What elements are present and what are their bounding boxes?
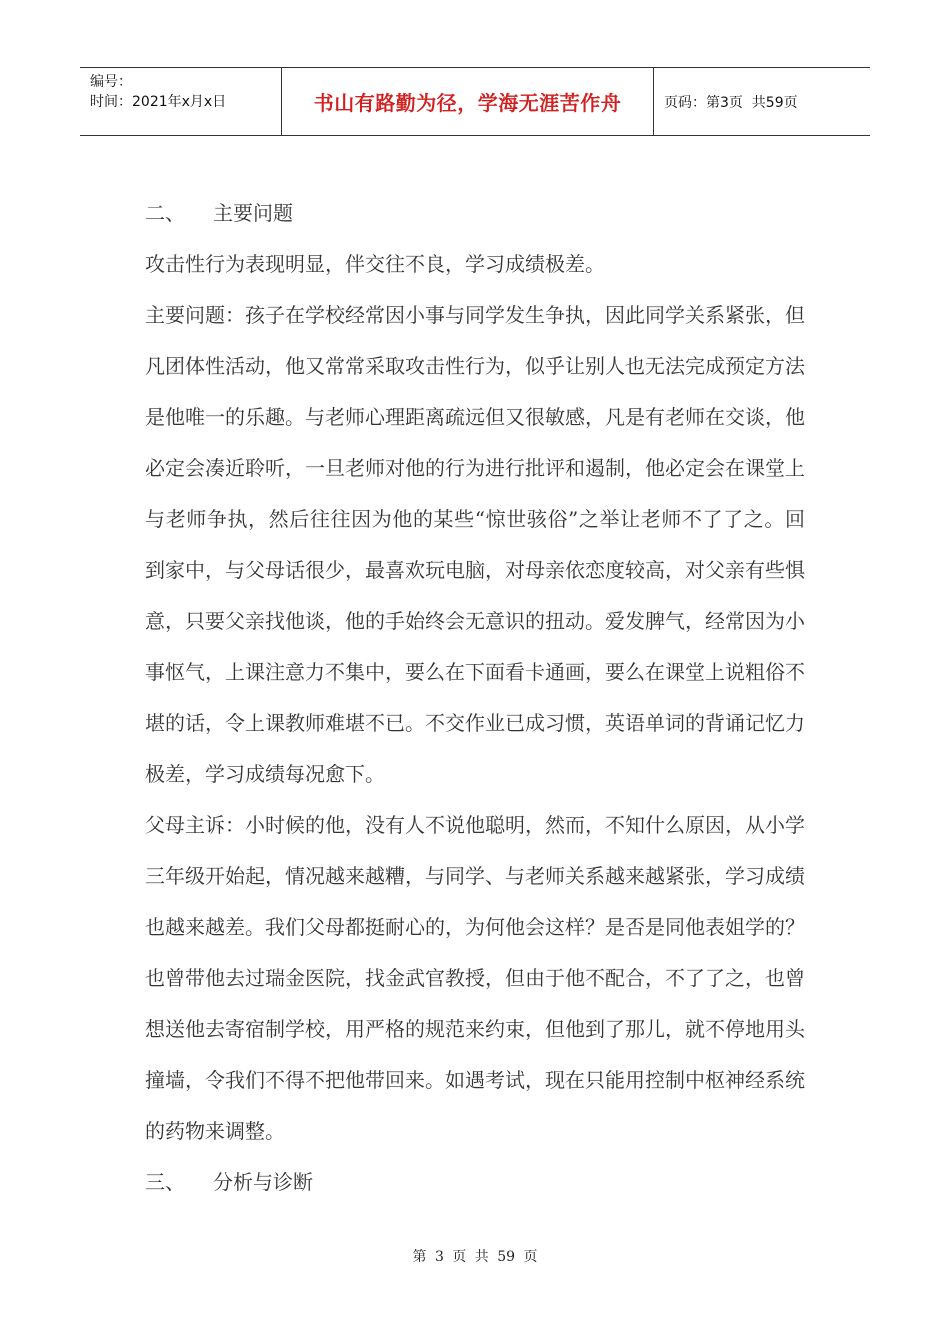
header-page-info-cell: [654, 68, 870, 135]
section-title: 主要问题: [213, 201, 293, 225]
paragraph-summary: 攻击性行为表现明显，伴交往不良，学习成绩极差。: [145, 252, 605, 276]
section-number: 二、: [145, 201, 185, 225]
paragraph-main-problem: 主要问题：孩子在学校经常因小事与同学发生争执，因此同学关系紧张，但凡团体性活动，他又常常采取攻击性行为，似乎让别人也无法完成预定方法是他唯一的乐趣。与老师心理距离疏远但又很敏感，凡是有老师在交谈，他必定会凑近聆听，一旦老师对他的行为进行批评和遏制，他必定会在课堂上与老师争执，然后往往因为他的某些“惊世骇俗”之举让老师不了了之。回到家中，与父母话很少，最喜欢玩电脑，对母亲依恋度较高，对父亲有些惧意，只要父亲找他谈，他的手始终会无意识的扭动。爱发脾气，经常因为小事怄气，上课注意力不集中，要么在下面看卡通画，要么在课堂上说粗俗不堪的话，令上课教师难堪不已。不交作业已成习惯，英语单词的背诵记忆力极差，学习成绩每况愈下。: [145, 303, 805, 786]
section-heading-3: [145, 1157, 805, 1208]
section-title: 分析与诊断: [213, 1170, 313, 1194]
header-motto-cell: [281, 68, 654, 135]
section-number: 三、: [145, 1170, 185, 1194]
page-footer: 第 3 页 共 59 页: [412, 1249, 538, 1265]
page-header: [80, 67, 870, 136]
document-body: [145, 188, 805, 1208]
doc-number-label: 编号：: [90, 74, 132, 90]
motto-text: 书山有路勤为径，学海无涯苦作舟: [313, 91, 622, 115]
paragraph-parent-complaint: 父母主诉：小时候的他，没有人不说他聪明，然而，不知什么原因，从小学三年级开始起，情况越来越糟，与同学、与老师关系越来越紧张，学习成绩也越来越差。我们父母都挺耐心的，为何他会这样？是否是同他表姐学的？也曾带他去过瑞金医院，找金武官教授，但由于他不配合，不了了之，也曾想送他去寄宿制学校，用严格的规范来约束，但他到了那儿，就不停地用头撞墙，令我们不得不把他带回来。如遇考试，现在只能用控制中枢神经系统的药物来调整。: [145, 813, 805, 1143]
section-heading-2: [145, 188, 805, 239]
header-meta: [80, 68, 281, 135]
page-info: 页码：第3页 共59页: [664, 94, 798, 111]
time-label: 时间：2021年x月x日: [90, 94, 227, 110]
